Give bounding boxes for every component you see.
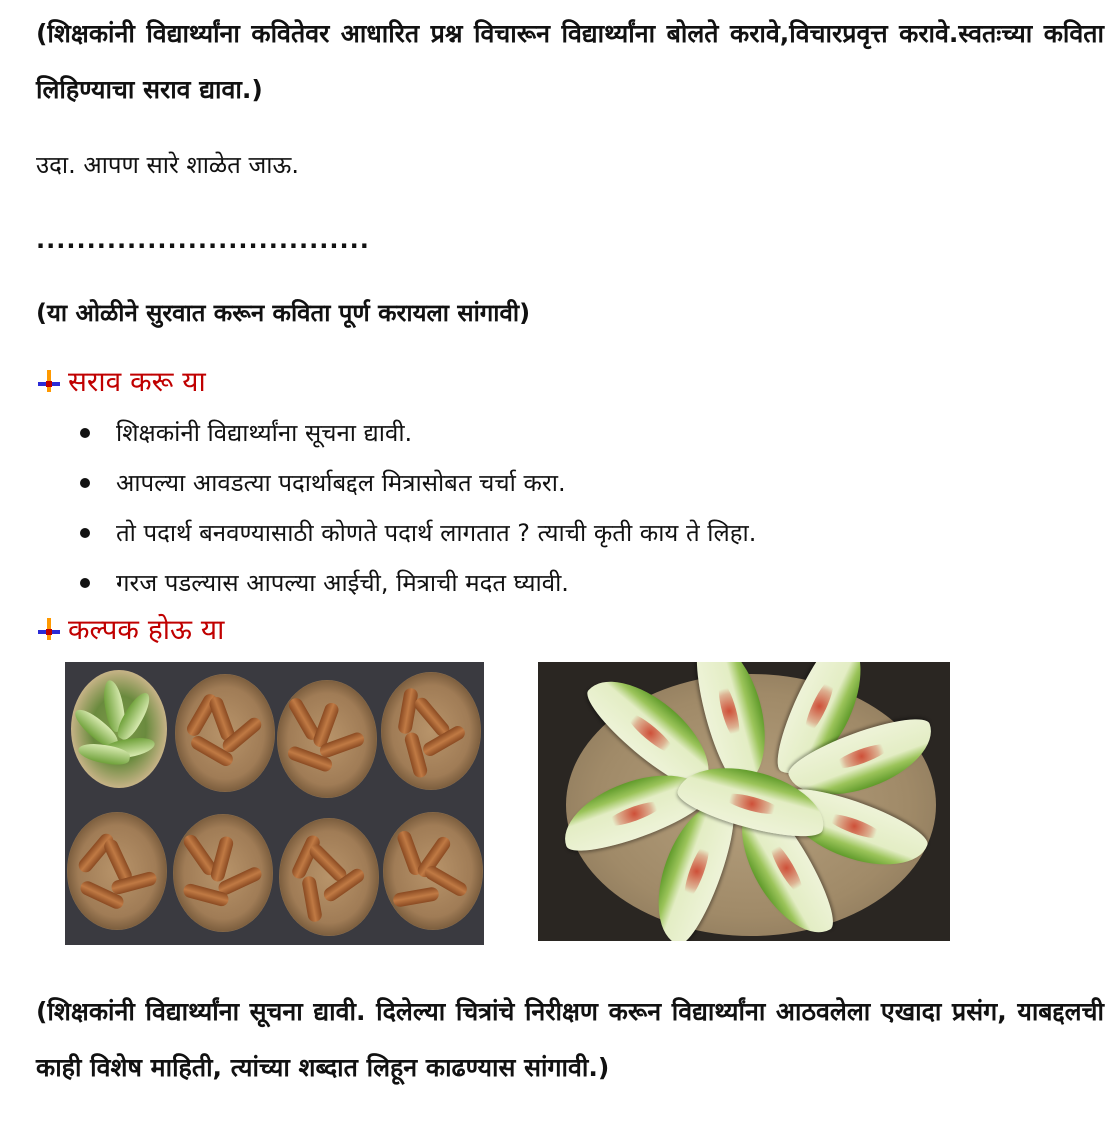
bullet-dot-icon (80, 528, 90, 538)
bullet-dot-icon (80, 578, 90, 588)
list-item (78, 413, 756, 463)
list-item-text: शिक्षकांनी विद्यार्थ्यांना सूचना द्यावी. (116, 419, 413, 447)
mango-slices-photo (538, 662, 950, 941)
poem-completion-instruction: (या ओळीने सुरवात करून कविता पूर्ण करायला सांगावी) (36, 299, 531, 327)
list-item-text: आपल्या आवडत्या पदार्थाबद्दल मित्रासोबत चर्चा करा. (116, 469, 566, 497)
list-item (78, 513, 756, 563)
bullet-dot-icon (80, 428, 90, 438)
list-item-text: गरज पडल्यास आपल्या आईची, मित्राची मदत घ्यावी. (116, 569, 569, 597)
blank-dotted-line: ................................. (36, 226, 370, 254)
teacher-instruction-paragraph: (शिक्षकांनी विद्यार्थ्यांना कवितेवर आधारित प्रश्न विचारून विद्यार्थ्यांना बोलते करावे,विचारप्रवृत्त करावे.स्वतःच्या कविता लिहिण्याचा सराव द्यावा.) (36, 19, 1104, 104)
section-heading-creative (36, 610, 224, 648)
section-title-creative: कल्पक होऊ या (68, 613, 225, 646)
list-item (78, 563, 756, 613)
list-item (78, 463, 756, 513)
list-item-text: तो पदार्थ बनवण्यासाठी कोणते पदार्थ लागतात ? त्याची कृती काय ते लिहा. (116, 519, 757, 547)
example-line: उदा. आपण सारे शाळेत जाऊ. (36, 151, 299, 179)
bullet-dot-icon (80, 478, 90, 488)
bullet-cross-icon (36, 368, 62, 394)
section-heading-practice (36, 362, 206, 400)
tamarind-bowls-photo (65, 662, 484, 945)
picture-observation-instruction: (शिक्षकांनी विद्यार्थ्यांना सूचना द्यावी. दिलेल्या चित्रांचे निरीक्षण करून विद्यार्थ्यांना आठवलेला एखादा प्रसंग, याबद्दलची काही विशेष माहिती, त्यांच्या शब्दात लिहून काढण्यास सांगावी.) (36, 997, 1104, 1082)
bullet-cross-icon (36, 616, 62, 642)
section-title-practice: सराव करू या (68, 365, 206, 398)
practice-bullet-list (78, 413, 756, 613)
